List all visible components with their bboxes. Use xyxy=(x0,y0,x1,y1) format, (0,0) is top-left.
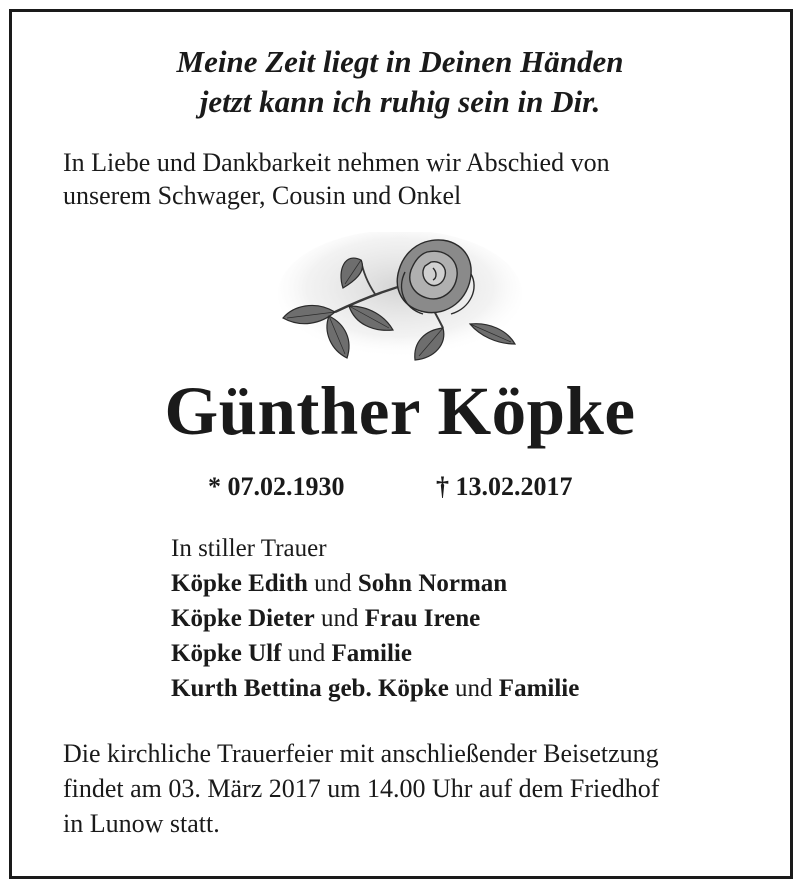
service-line-2: findet am 03. März 2017 um 14.00 Uhr auf dem Friedhof xyxy=(63,774,660,803)
mourner-name: Kurth Bettina geb. Köpke xyxy=(171,675,449,702)
service-details xyxy=(63,736,753,841)
motto xyxy=(0,42,800,122)
mourner-name: Köpke Dieter xyxy=(171,605,315,632)
mourner-conjunction: und xyxy=(314,605,365,632)
mourner-relation: Frau Irene xyxy=(364,605,481,632)
mourner-conjunction: und xyxy=(448,675,499,702)
motto-line-2: jetzt kann ich ruhig sein in Dir. xyxy=(199,84,601,119)
intro-line-1: In Liebe und Dankbarkeit nehmen wir Abschied von xyxy=(63,148,610,177)
service-line-3: in Lunow statt. xyxy=(63,809,220,838)
intro-line-2: unserem Schwager, Cousin und Onkel xyxy=(63,181,462,210)
deceased-name: Günther Köpke xyxy=(164,373,636,449)
mourner-name: Köpke Edith xyxy=(171,570,308,597)
mourners-heading: In stiller Trauer xyxy=(171,535,327,562)
mourner-conjunction: und xyxy=(307,570,358,597)
mourner-line xyxy=(171,671,579,706)
mourner-conjunction: und xyxy=(281,640,332,667)
mourners-list xyxy=(171,531,579,706)
mourner-line xyxy=(171,636,579,671)
death-date: † 13.02.2017 xyxy=(436,472,573,501)
motto-line-1: Meine Zeit liegt in Deinen Händen xyxy=(176,44,624,79)
birth-date: * 07.02.1930 xyxy=(208,472,345,501)
mourner-relation: Familie xyxy=(498,675,580,702)
mourner-line xyxy=(171,566,579,601)
mourner-name: Köpke Ulf xyxy=(171,640,282,667)
service-line-1: Die kirchliche Trauerfeier mit anschließender Beisetzung xyxy=(63,739,659,768)
intro-text xyxy=(63,146,743,212)
mourner-relation: Sohn Norman xyxy=(357,570,508,597)
mourner-relation: Familie xyxy=(331,640,412,667)
rose-icon xyxy=(275,232,525,364)
mourner-line xyxy=(171,601,579,636)
